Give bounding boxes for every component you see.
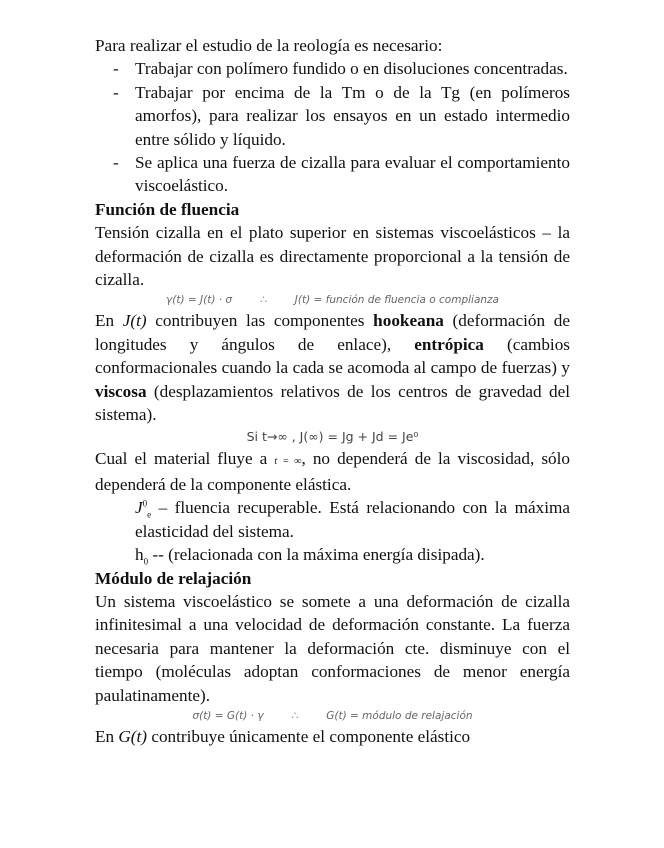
- formula-left: σ(t) = G(t) · γ: [192, 709, 264, 722]
- term-hookeana: hookeana: [373, 311, 444, 331]
- je-sub: e: [147, 509, 152, 520]
- text-run: Cual el material fluye a: [95, 448, 275, 468]
- relajacion-formula: [95, 707, 570, 725]
- text-run: (desplazamientos relativos de los centros de gravedad del sistema).: [95, 381, 570, 425]
- term-viscosa: viscosa: [95, 381, 147, 401]
- requirements-list: [95, 57, 570, 197]
- je-sup: 0: [142, 498, 148, 509]
- text-run: (cambios conformacionales cuando la cada se acomoda al campo de fuerzas) y: [95, 334, 570, 378]
- list-item-text: Trabajar con polímero fundido o en disoluciones concentradas.: [135, 59, 568, 79]
- formula-right: J(t) = función de fluencia o complianza: [294, 294, 499, 307]
- section-heading-fluencia: Función de fluencia: [95, 199, 240, 219]
- list-item: [95, 81, 570, 151]
- text-run: , no dependerá de la viscosidad, sólo dependerá de la componente elástica.: [95, 448, 570, 494]
- document-page: [95, 34, 570, 748]
- fluencia-formula: [95, 291, 570, 309]
- gt-paragraph: [95, 725, 570, 748]
- text-run: contribuyen las componentes: [146, 311, 374, 331]
- therefore-symbol: ∴: [260, 294, 267, 307]
- section-heading-relajacion: Módulo de relajación: [95, 568, 252, 588]
- list-item-text: Se aplica una fuerza de cizalla para evaluar el comportamiento viscoelástico.: [135, 153, 570, 196]
- list-item-text: Trabajar por encima de la Tm o de la Tg (en polímeros amorfos), para realizar los ensayos en un estado intermedio entre sólido y líquido.: [135, 82, 570, 149]
- list-item: [95, 57, 570, 80]
- list-item: [95, 151, 570, 198]
- h-symbol: h: [135, 545, 144, 565]
- limit-formula: Si t→∞ , J(∞) = Jg + Jd = Je⁰: [246, 428, 419, 444]
- je-symbol: J: [135, 498, 143, 518]
- h0-paragraph: [95, 543, 570, 566]
- text-run: contribuye únicamente el componente elástico: [147, 726, 471, 746]
- text-run: -- (relacionada con la máxima energía disipada).: [148, 545, 485, 565]
- gt-symbol: G(t): [118, 726, 148, 746]
- bullet-dash: -: [113, 59, 119, 79]
- relajacion-paragraph: Un sistema viscoelástico se somete a una deformación de cizalla infinitesimal a una velocidad de deformación constante. La fuerza necesaria para mantener la deformación cte. disminuye con el tiempo (moléculas adoptan conformaciones de menor energía paulatinamente).: [95, 591, 570, 705]
- intro-paragraph: Para realizar el estudio de la reología es necesario:: [95, 36, 443, 55]
- jt-symbol: J(t): [122, 311, 147, 331]
- text-run: En: [95, 726, 119, 746]
- text-run: En: [95, 311, 123, 331]
- components-paragraph: [95, 309, 570, 426]
- formula-left: γ(t) = J(t) · σ: [166, 294, 233, 307]
- bullet-dash: -: [113, 153, 119, 173]
- t-infinity-symbol: t = ∞: [274, 455, 302, 467]
- bullet-dash: -: [113, 82, 119, 102]
- text-run: – fluencia recuperable. Está relacionando con la máxima elasticidad del sistema.: [135, 498, 570, 541]
- therefore-symbol: ∴: [291, 709, 299, 722]
- term-entropica: entrópica: [414, 334, 484, 354]
- fluencia-paragraph: Tensión cizalla en el plato superior en sistemas viscoelásticos – la deformación de cizalla es directamente proporcional a la tensión de cizalla.: [95, 223, 570, 290]
- je-paragraph: [95, 496, 570, 543]
- text-run: (deformación de longitudes y ángulos de enlace),: [95, 311, 570, 354]
- h-sub: 0: [143, 556, 149, 567]
- formula-right: G(t) = módulo de relajación: [326, 709, 473, 722]
- flow-paragraph: [95, 447, 570, 497]
